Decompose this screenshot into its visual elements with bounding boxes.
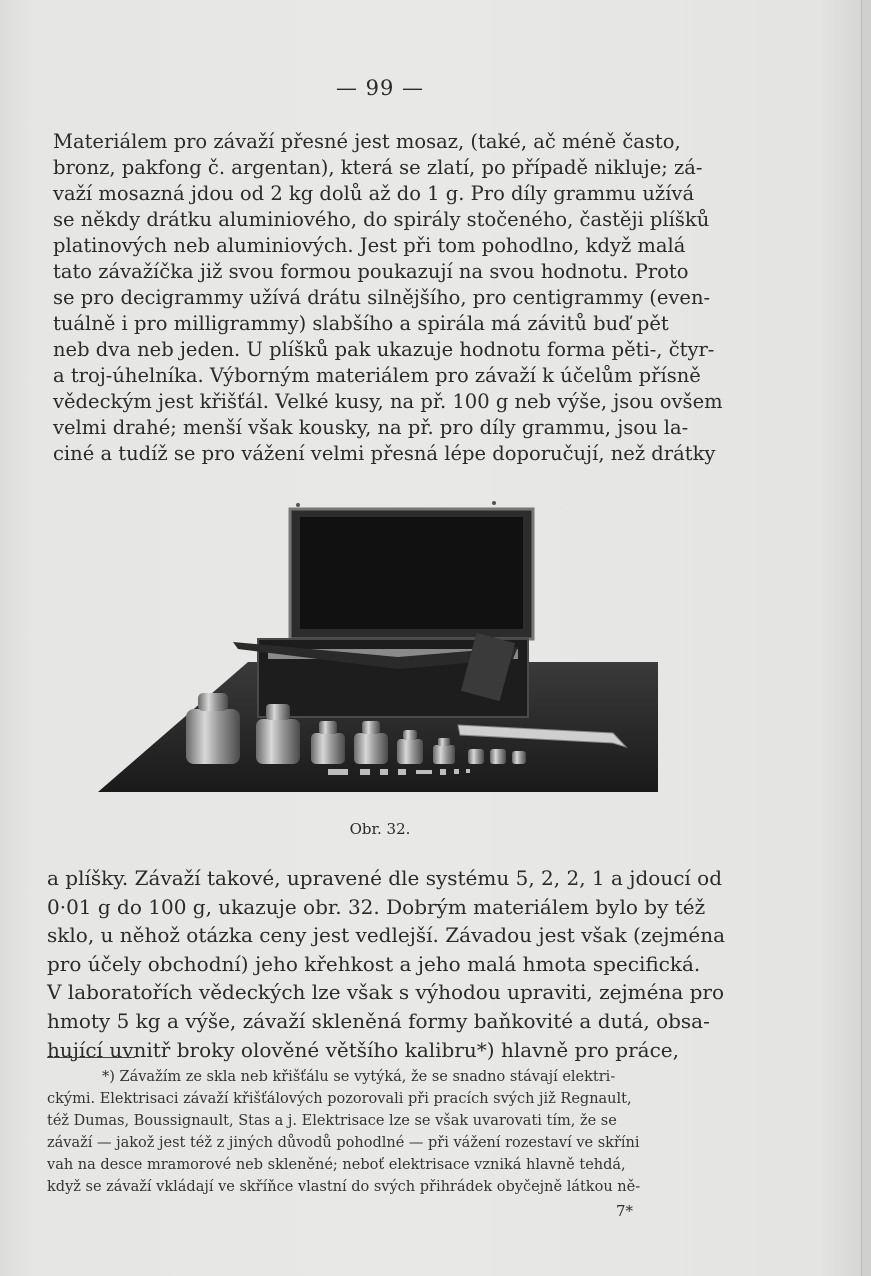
text-line: važí mosazná jdou od 2 kg dolů až do 1 g. Pro díly grammu užívá — [53, 182, 695, 205]
text-line: pro účely obchodní) jeho křehkost a jeho malá hmota specifická. — [47, 951, 701, 976]
text-line: platinových neb aluminiových. Jest při tom pohodlno, když malá — [53, 234, 686, 257]
footnote-line: když se závaží vkládají ve skříňce vlastní do svých přihrádek obyčejně látkou ně- — [47, 1179, 641, 1195]
text-line: tuálně i pro milligrammy) slabšího a spirála má závitů buď pět — [53, 312, 669, 335]
footnote-line: též Dumas, Boussignault, Stas a j. Elektrisace lze se však uvarovati tím, že se — [47, 1113, 617, 1129]
weight-box-illustration — [98, 497, 658, 797]
text-line: se někdy drátku aluminiového, do spirály stočeného, častěji plíšků — [53, 208, 710, 231]
text-line: bronz, pakfong č. argentan), která se zlatí, po případě nikluje; zá- — [53, 156, 703, 179]
text-line: velmi drahé; menší však kousky, na př. pro díly grammu, jsou la- — [53, 416, 689, 439]
footnote-line: vah na desce mramorové neb skleněné; neboť elektrisace vzniká hlavně tehdá, — [47, 1157, 626, 1173]
text-line: se pro decigrammy užívá drátu silnějšího, pro centigrammy (even- — [53, 286, 711, 309]
paragraph-2 — [47, 864, 726, 1064]
text-line: sklo, u něhož otázka ceny jest vedlejší. Závadou jest však (zejména — [47, 923, 726, 948]
text-line: a troj-úhelníka. Výborným materiálem pro závaží k účelům přísně — [53, 364, 701, 387]
text-line: tato závažíčka již svou formou poukazují na svou hodnotu. Proto — [53, 260, 689, 283]
signature-mark: 7* — [616, 1202, 634, 1220]
text-line: ciné a tudíž se pro vážení velmi přesná lépe doporučují, než drátky — [53, 442, 716, 465]
paragraph-1 — [53, 129, 723, 467]
text-line: neb dva neb jeden. U plíšků pak ukazuje hodnotu forma pěti-, čtyr- — [53, 338, 715, 361]
figure-weight-set-photo — [98, 497, 658, 797]
text-line: hmoty 5 kg a výše, závaží skleněná formy baňkovité a dutá, obsa- — [47, 1008, 710, 1033]
text-line: 0·01 g do 100 g, ukazuje obr. 32. Dobrým materiálem bylo by též — [47, 894, 706, 919]
text-line: vědeckým jest křišťál. Velké kusy, na př. 100 g neb výše, jsou ovšem — [53, 390, 723, 413]
footnote-rule — [47, 1057, 135, 1058]
figure-caption: Obr. 32. — [349, 820, 411, 838]
text-line: Materiálem pro závaží přesné jest mosaz, (také, ač méně často, — [53, 130, 681, 153]
footnote-line: závaží — jakož jest též z jiných důvodů pohodlné — při vážení rozestaví ve skříni — [47, 1135, 640, 1151]
page-number: — 99 — — [335, 76, 425, 100]
text-line: hující uvnitř broky olověné většího kalibru*) hlavně pro práce, — [47, 1037, 679, 1062]
footnote — [47, 1066, 701, 1198]
text-line: V laboratořích vědeckých lze však s výhodou upraviti, zejména pro — [47, 980, 725, 1005]
lid-lining — [300, 517, 523, 629]
page-edge — [861, 0, 871, 1276]
text-line: a plíšky. Závaží takové, upravené dle systému 5, 2, 2, 1 a jdoucí od — [47, 866, 722, 890]
footnote-line: ckými. Elektrisaci závaží křišťálových pozorovali při pracích svých již Regnault, — [47, 1091, 632, 1107]
footnote-line: *) Závažím ze skla neb křišťálu se vytýká, že se snadno stávají elektri- — [102, 1069, 616, 1085]
